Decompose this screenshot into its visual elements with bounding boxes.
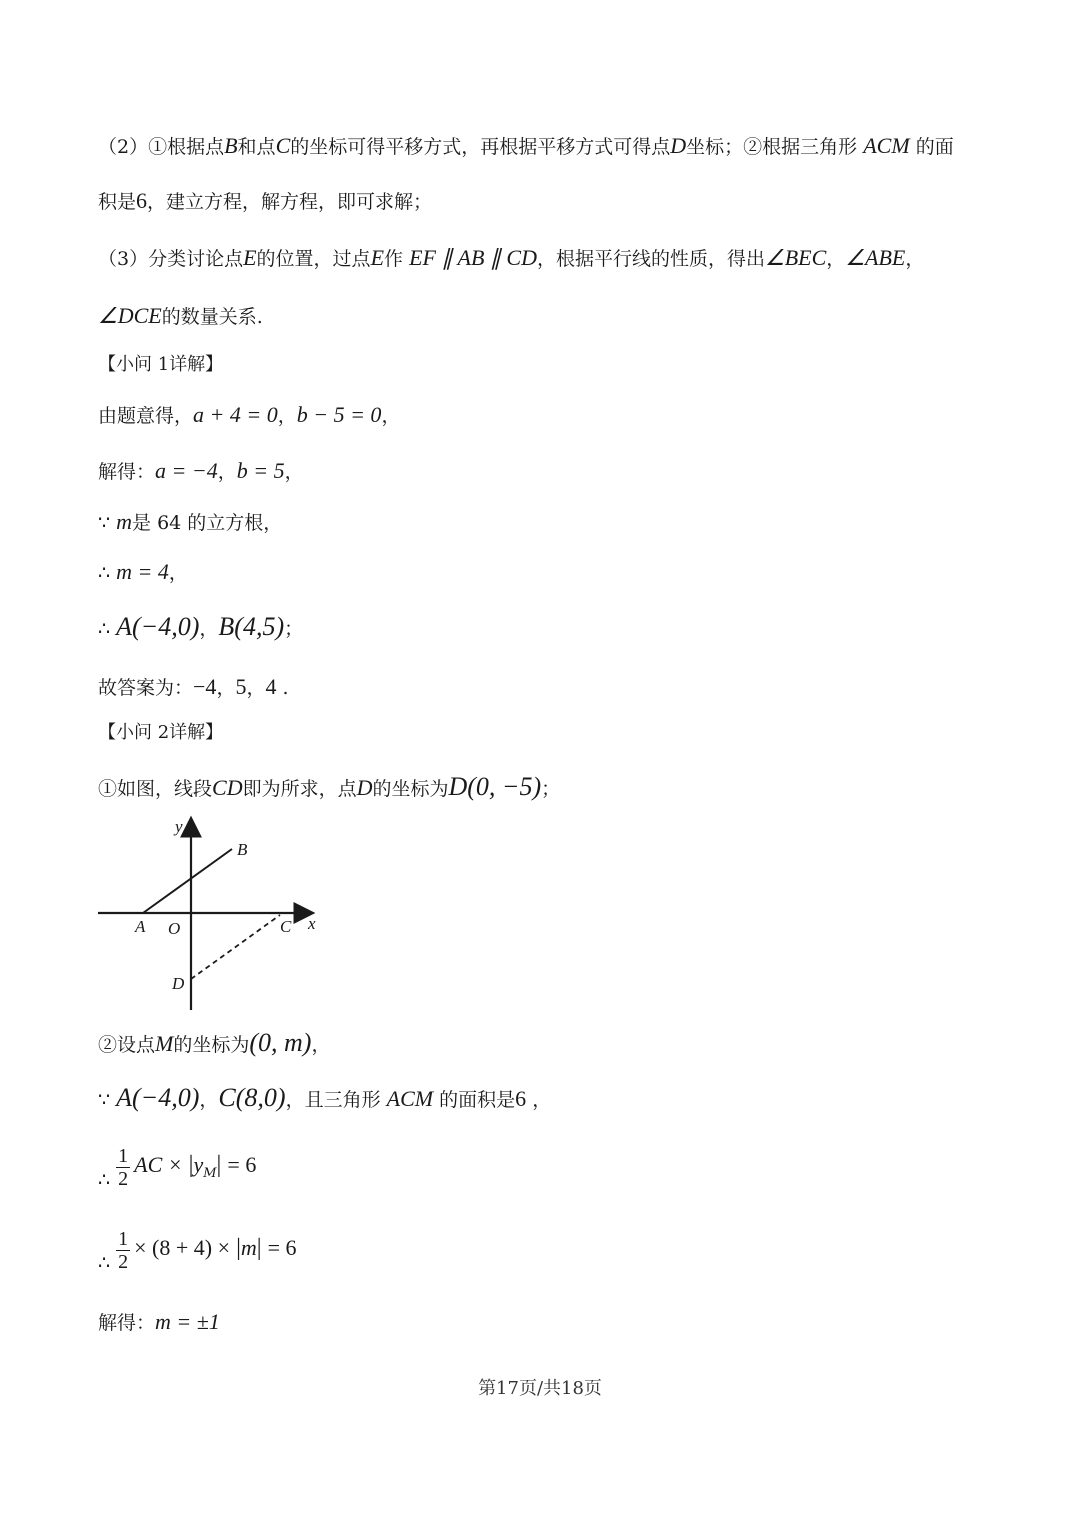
text: 故答案为： [98, 677, 194, 699]
text: ， [199, 618, 219, 640]
section-heading: 【小问 2详解】 [98, 722, 224, 743]
label-y: y [175, 817, 183, 836]
text: 的面 [915, 136, 954, 158]
text: ， [217, 461, 237, 483]
therefore-symbol: ∴ [98, 1252, 111, 1274]
label-a: A [135, 917, 146, 936]
fraction-numerator: 1 [118, 1227, 129, 1250]
label-x: x [308, 914, 316, 933]
text: ，建立方程，解方程，即可求解； [147, 191, 433, 213]
label-b: B [237, 840, 248, 859]
math: m [240, 1235, 257, 1260]
text: ， [905, 248, 925, 270]
text: （2）①根据点 [98, 136, 225, 158]
text-line [98, 301, 263, 332]
text-line [98, 186, 432, 217]
math: E [370, 245, 385, 270]
text: ①如图，线段 [98, 778, 213, 800]
text: ， [277, 405, 297, 427]
therefore-symbol: ∴ [98, 562, 111, 584]
text: 坐标；②根据三角形 [686, 136, 858, 158]
therefore-symbol: ∴ [98, 1169, 111, 1191]
subscript: M [203, 1166, 217, 1181]
text: ， [216, 677, 236, 699]
math: m = 4 [116, 559, 169, 584]
math: ACM [863, 133, 910, 158]
text-line [98, 1028, 330, 1060]
text: . [282, 677, 289, 699]
text: 的坐标为 [173, 1034, 250, 1056]
text-line [98, 772, 560, 804]
text: 作 [384, 248, 404, 270]
math: a = −4 [155, 458, 218, 483]
text: 解得： [98, 461, 156, 483]
text-line [98, 243, 924, 274]
coordinate-figure [95, 812, 335, 1017]
math: a + 4 = 0 [193, 402, 278, 427]
text: （3）分类讨论点 [98, 248, 244, 270]
text: 和点 [237, 136, 276, 158]
abs-bar: | [216, 1152, 222, 1178]
text: 的数量关系. [161, 306, 263, 328]
math: m [116, 509, 133, 534]
text: ， [381, 405, 401, 427]
math: 6 [136, 188, 148, 213]
math: ACM [386, 1086, 434, 1111]
math: × (8 + 4) × [134, 1235, 231, 1260]
label-c: C [280, 917, 292, 936]
section-heading: 【小问 1详解】 [98, 354, 224, 375]
text-line [98, 1083, 551, 1115]
because-symbol: ∵ [98, 512, 111, 534]
math: B [224, 133, 238, 158]
text-line [98, 1307, 220, 1338]
text-line [98, 400, 400, 431]
equation-line [98, 1140, 256, 1205]
text: 的位置，过点 [256, 248, 371, 270]
math: ∠BEC [765, 245, 827, 270]
text: ， [284, 461, 304, 483]
text: ②设点 [98, 1034, 156, 1056]
text: ， [246, 677, 266, 699]
math: E [243, 245, 257, 270]
text: ， [199, 1089, 219, 1111]
fraction-denominator: 2 [118, 1167, 129, 1190]
math: D [670, 133, 687, 158]
fraction-numerator: 1 [118, 1144, 129, 1167]
math: ∠DCE [98, 303, 162, 328]
text: 的坐标可得平移方式，再根据平移方式可得点 [290, 136, 671, 158]
text-line [98, 612, 303, 644]
math: (0, m) [249, 1028, 312, 1057]
label-o: O [168, 919, 181, 938]
segment-cd [191, 915, 280, 979]
text-line [98, 131, 954, 162]
page-footer: 第17页/共18页 [478, 1378, 602, 1399]
math: C [275, 133, 291, 158]
math: EF ∥ AB ∥ CD [409, 245, 537, 270]
math: D [356, 775, 373, 800]
math: B(4,5) [218, 612, 285, 641]
math: 6 [515, 1086, 527, 1111]
math: ∠ABE [845, 245, 906, 270]
abs-bar: | [188, 1152, 194, 1178]
abs-bar: | [256, 1235, 262, 1261]
therefore-symbol: ∴ [98, 618, 111, 640]
math: M [155, 1031, 174, 1056]
math: C(8,0) [218, 1083, 286, 1112]
text: 的面积是 [439, 1089, 516, 1111]
text-line [98, 507, 282, 538]
text-line [98, 557, 188, 588]
abs-bar: | [236, 1235, 241, 1261]
math: b = 5 [236, 458, 285, 483]
text: 积是 [98, 191, 137, 213]
text: ， [311, 1034, 331, 1056]
text: 解得： [98, 1312, 156, 1334]
math: y [193, 1152, 204, 1177]
math: A(−4,0) [116, 1083, 200, 1112]
text: ， [532, 1089, 552, 1111]
text: ， [826, 248, 846, 270]
fraction [116, 1228, 130, 1273]
equation-line [98, 1223, 297, 1288]
text: ，根据平行线的性质，得出 [537, 248, 766, 270]
text: 即为所求，点 [242, 778, 357, 800]
text: 由题意得， [98, 405, 194, 427]
math: b − 5 = 0 [296, 402, 382, 427]
math: D(0, −5) [448, 772, 542, 801]
because-symbol: ∵ [98, 1089, 111, 1111]
fraction [116, 1145, 130, 1190]
math: −4 [193, 674, 217, 699]
math: m = ±1 [155, 1309, 220, 1334]
math: AC × [134, 1152, 183, 1177]
text: ； [284, 618, 304, 640]
math: = 6 [267, 1235, 297, 1260]
text: ，且三角形 [285, 1089, 381, 1111]
label-d: D [172, 974, 185, 993]
text: 的坐标为 [372, 778, 449, 800]
text: ； [541, 778, 561, 800]
text: 是 64 的立方根， [132, 512, 283, 534]
text: ， [168, 562, 188, 584]
text-line [98, 456, 304, 487]
math: CD [212, 775, 243, 800]
math: 5 [235, 674, 247, 699]
math: A(−4,0) [116, 612, 200, 641]
fraction-denominator: 2 [118, 1250, 129, 1273]
text-line [98, 672, 289, 703]
math: 4 [265, 674, 277, 699]
math: = 6 [227, 1152, 257, 1177]
segment-ab [143, 849, 232, 913]
